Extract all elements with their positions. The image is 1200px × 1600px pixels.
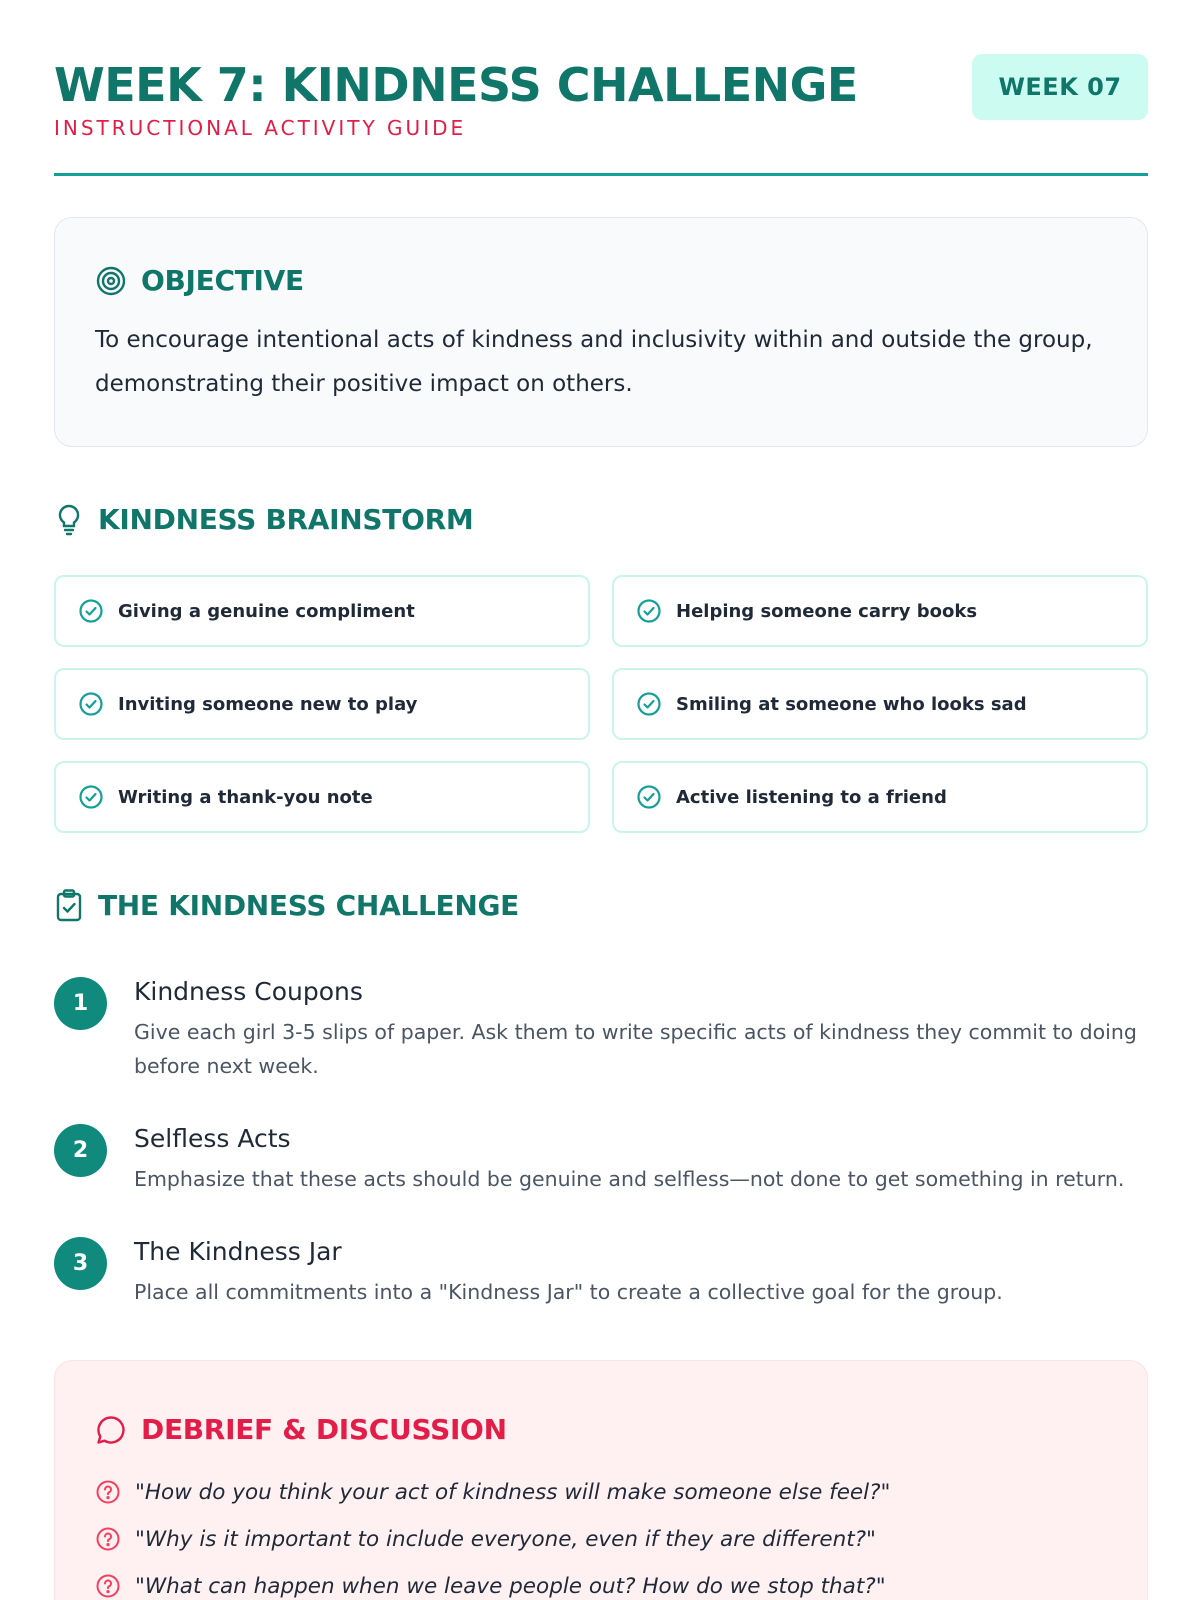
step-number: 3 bbox=[54, 1237, 107, 1290]
check-circle-icon bbox=[636, 598, 662, 624]
brainstorm-item-label: Giving a genuine compliment bbox=[118, 600, 415, 622]
discussion-question bbox=[95, 1526, 876, 1552]
step-title: The Kindness Jar bbox=[134, 1237, 342, 1266]
question-circle-icon bbox=[95, 1479, 121, 1505]
brainstorm-item-label: Inviting someone new to play bbox=[118, 693, 418, 715]
brainstorm-item bbox=[612, 761, 1148, 833]
page-header bbox=[54, 54, 1148, 176]
brainstorm-item-label: Smiling at someone who looks sad bbox=[676, 693, 1027, 715]
challenge-heading bbox=[54, 888, 519, 922]
target-icon bbox=[95, 265, 127, 297]
step-body: Emphasize that these acts should be genuine and selfless—not done to get something in return. bbox=[134, 1167, 1125, 1191]
objective-heading-label: OBJECTIVE bbox=[141, 264, 304, 297]
brainstorm-item bbox=[54, 668, 590, 740]
question-text: "Why is it important to include everyone, even if they are different?" bbox=[135, 1526, 876, 1552]
objective-heading bbox=[95, 264, 304, 297]
question-circle-icon bbox=[95, 1526, 121, 1552]
debrief-card bbox=[54, 1360, 1148, 1600]
question-text: "How do you think your act of kindness will make someone else feel?" bbox=[135, 1479, 891, 1505]
clipboard-check-icon bbox=[54, 888, 84, 922]
brainstorm-item bbox=[612, 575, 1148, 647]
step-body: Place all commitments into a "Kindness Jar" to create a collective goal for the group. bbox=[134, 1280, 1003, 1304]
brainstorm-item bbox=[54, 575, 590, 647]
question-circle-icon bbox=[95, 1573, 121, 1599]
check-circle-icon bbox=[636, 784, 662, 810]
objective-card bbox=[54, 217, 1148, 447]
step-number: 2 bbox=[54, 1124, 107, 1177]
question-text: "What can happen when we leave people out? How do we stop that?" bbox=[135, 1573, 886, 1599]
discussion-question bbox=[95, 1573, 886, 1599]
brainstorm-item-label: Active listening to a friend bbox=[676, 786, 947, 808]
challenge-heading-label: THE KINDNESS CHALLENGE bbox=[98, 888, 519, 922]
page-subtitle: INSTRUCTIONAL ACTIVITY GUIDE bbox=[54, 116, 467, 140]
week-badge: WEEK 07 bbox=[972, 54, 1148, 120]
check-circle-icon bbox=[636, 691, 662, 717]
objective-text: To encourage intentional acts of kindness and inclusivity within and outside the group, demonstrating their positive impact on others. bbox=[95, 327, 1093, 397]
step-body: Give each girl 3-5 slips of paper. Ask them to write specific acts of kindness they commit to doing before next week. bbox=[134, 1020, 1137, 1078]
debrief-heading-label: DEBRIEF & DISCUSSION bbox=[141, 1413, 507, 1446]
check-circle-icon bbox=[78, 598, 104, 624]
brainstorm-item-label: Writing a thank-you note bbox=[118, 786, 373, 808]
brainstorm-item bbox=[612, 668, 1148, 740]
page-title: WEEK 7: KINDNESS CHALLENGE bbox=[54, 58, 858, 112]
step-title: Kindness Coupons bbox=[134, 977, 363, 1006]
brainstorm-item bbox=[54, 761, 590, 833]
step-title: Selfless Acts bbox=[134, 1124, 291, 1153]
lightbulb-icon bbox=[54, 502, 84, 536]
discussion-question bbox=[95, 1479, 890, 1505]
speech-bubble-icon bbox=[95, 1414, 127, 1446]
check-circle-icon bbox=[78, 691, 104, 717]
step-number: 1 bbox=[54, 977, 107, 1030]
check-circle-icon bbox=[78, 784, 104, 810]
brainstorm-heading bbox=[54, 502, 473, 536]
brainstorm-item-label: Helping someone carry books bbox=[676, 600, 978, 622]
brainstorm-heading-label: KINDNESS BRAINSTORM bbox=[98, 502, 474, 536]
debrief-heading bbox=[95, 1413, 507, 1446]
